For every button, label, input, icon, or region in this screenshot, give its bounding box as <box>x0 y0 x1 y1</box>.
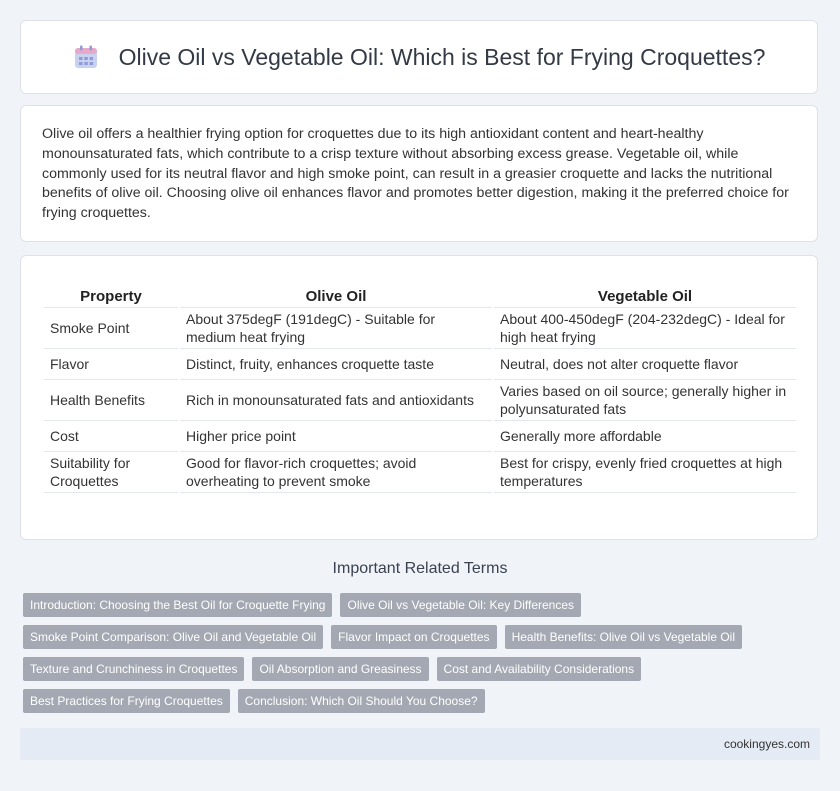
comparison-table <box>42 284 798 493</box>
table-cell: Generally more affordable <box>494 421 796 452</box>
table-cell: Good for flavor-rich croquettes; avoid overheating to prevent smoke <box>180 452 492 493</box>
table-cell: Flavor <box>44 349 178 380</box>
table-cell: About 400-450degF (204-232degC) - Ideal for high heat frying <box>494 308 796 349</box>
header-property: Property <box>44 284 178 308</box>
related-tags-row <box>23 625 750 649</box>
table-cell: Suitability for Croquettes <box>44 452 178 493</box>
table-cell: Smoke Point <box>44 308 178 349</box>
related-tag[interactable]: Flavor Impact on Croquettes <box>331 625 496 649</box>
related-tags-row <box>23 689 493 713</box>
related-terms-title: Important Related Terms <box>332 560 508 577</box>
related-tag[interactable]: Introduction: Choosing the Best Oil for Croquette Frying <box>23 593 332 617</box>
title-card <box>20 20 818 94</box>
table-cell: About 375degF (191degC) - Suitable for medium heat frying <box>180 308 492 349</box>
table-header-row <box>44 284 796 308</box>
footer-site-link[interactable]: cookingyes.com <box>723 737 810 751</box>
table-cell: Varies based on oil source; generally higher in polyunsaturated fats <box>494 380 796 421</box>
comparison-table-card <box>20 255 818 540</box>
table-cell: Rich in monounsaturated fats and antioxidants <box>180 380 492 421</box>
intro-card <box>20 105 818 242</box>
related-tag[interactable]: Olive Oil vs Vegetable Oil: Key Differences <box>340 593 581 617</box>
table-cell: Health Benefits <box>44 380 178 421</box>
related-tag[interactable]: Texture and Crunchiness in Croquettes <box>23 657 244 681</box>
related-tag[interactable]: Oil Absorption and Greasiness <box>252 657 428 681</box>
table-row <box>44 421 796 452</box>
table-row <box>44 349 796 380</box>
table-row <box>44 308 796 349</box>
related-tag[interactable]: Health Benefits: Olive Oil vs Vegetable Oil <box>505 625 742 649</box>
related-tags-row <box>23 593 589 617</box>
related-tag[interactable]: Conclusion: Which Oil Should You Choose? <box>238 689 485 713</box>
intro-paragraph: Olive oil offers a healthier frying option for croquettes due to its high antioxidant content and heart-healthy monounsaturated fats, which contribute to a crisp texture without absorbing excess grease. Vegetable oil, while commonly used for its neutral flavor and high smoke point, can result in a greasier croquette and lacks the nutritional benefits of olive oil. Choosing olive oil enhances flavor and promotes better digestion, making it the preferred choice for frying croquettes. <box>42 126 789 222</box>
table-cell: Best for crispy, evenly fried croquettes at high temperatures <box>494 452 796 493</box>
calendar-icon <box>73 44 99 70</box>
footer <box>20 728 820 760</box>
table-cell: Neutral, does not alter croquette flavor <box>494 349 796 380</box>
page-title: Olive Oil vs Vegetable Oil: Which is Best for Frying Croquettes? <box>118 43 766 70</box>
table-cell: Higher price point <box>180 421 492 452</box>
table-cell: Distinct, fruity, enhances croquette taste <box>180 349 492 380</box>
header-olive-oil: Olive Oil <box>180 284 492 308</box>
table-cell: Cost <box>44 421 178 452</box>
header-vegetable-oil: Vegetable Oil <box>494 284 796 308</box>
table-row <box>44 452 796 493</box>
related-tag[interactable]: Best Practices for Frying Croquettes <box>23 689 230 713</box>
related-tag[interactable]: Smoke Point Comparison: Olive Oil and Vegetable Oil <box>23 625 323 649</box>
table-row <box>44 380 796 421</box>
related-tag[interactable]: Cost and Availability Considerations <box>437 657 642 681</box>
related-tags-row <box>23 657 649 681</box>
